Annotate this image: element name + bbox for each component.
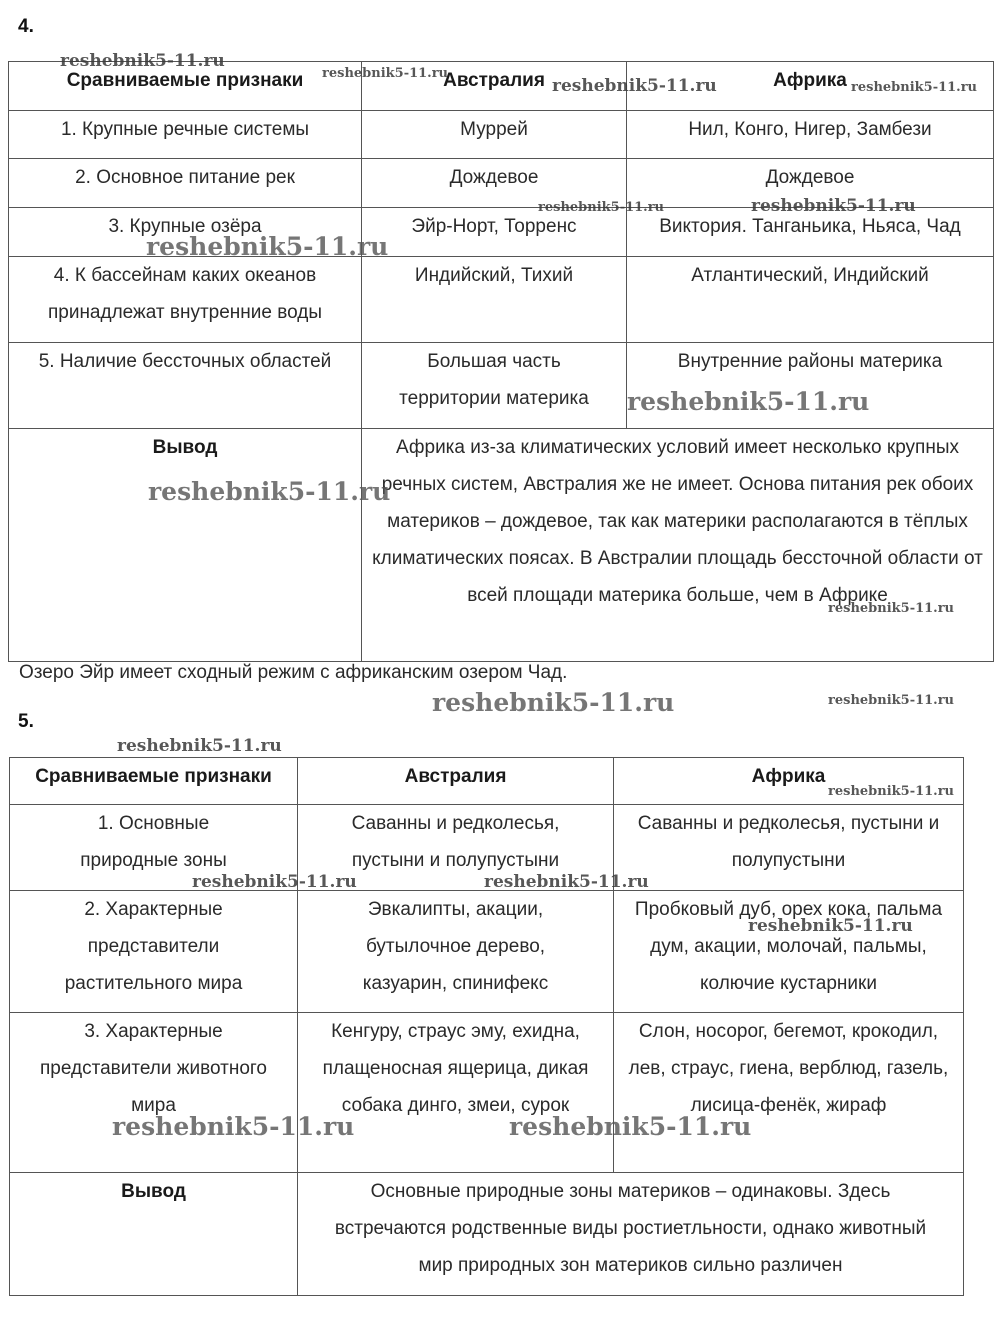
watermark: reshebnik5-11.ru <box>148 477 391 506</box>
watermark: reshebnik5-11.ru <box>509 1112 752 1141</box>
table-row <box>10 891 964 1013</box>
watermark: reshebnik5-11.ru <box>828 693 955 708</box>
watermark: reshebnik5-11.ru <box>432 688 675 717</box>
table-header-row <box>10 758 964 805</box>
watermark: reshebnik5-11.ru <box>112 1112 355 1141</box>
watermark: reshebnik5-11.ru <box>117 736 282 756</box>
watermark: reshebnik5-11.ru <box>828 784 955 799</box>
australia-cell: Эвкалипты, акации, бутылочное дерево, казуарин, спинифекс <box>298 891 614 1013</box>
watermark: reshebnik5-11.ru <box>146 232 389 261</box>
header-africa: Африка <box>627 62 994 111</box>
conclusion-label: Вывод <box>9 429 362 662</box>
table-row <box>9 111 994 159</box>
australia-cell: Индийский, Тихий <box>362 257 627 343</box>
conclusion-text: Основные природные зоны материков – одинаковы. Здесь встречаются родственные виды ростиетльности, однако животный мир природных зон материков сильно различен <box>298 1173 964 1296</box>
feature-cell: 1. Основные природные зоны <box>10 805 298 891</box>
africa-cell: Саванны и редколесья, пустыни и полупустыни <box>614 805 964 891</box>
header-australia: Австралия <box>362 62 627 111</box>
task-4-number: 4. <box>18 16 34 37</box>
watermark: reshebnik5-11.ru <box>751 196 916 216</box>
australia-cell: Эйр-Норт, Торренс <box>362 208 627 257</box>
watermark: reshebnik5-11.ru <box>538 200 665 215</box>
table-row <box>10 1013 964 1173</box>
africa-cell: Виктория. Танганьика, Ньяса, Чад <box>627 208 994 257</box>
australia-cell: Кенгуру, страус эму, ехидна, плащеносная ящерица, дикая собака динго, змеи, сурок <box>298 1013 614 1173</box>
africa-cell: Внутренние районы материка <box>627 343 994 429</box>
africa-cell: Слон, носорог, бегемот, крокодил, лев, страус, гиена, верблюд, газель, лисица-фенёк, жираф <box>614 1013 964 1173</box>
watermark: reshebnik5-11.ru <box>192 872 357 892</box>
australia-cell: Муррей <box>362 111 627 159</box>
task-5-number: 5. <box>18 711 34 732</box>
feature-cell: 1. Крупные речные системы <box>9 111 362 159</box>
conclusion-text: Африка из-за климатических условий имеет несколько крупных речных систем, Австралия же не имеет. Основа питания рек обоих материков – дождевое, так как материки располагаются в тёплых климатических поясах. В Австралии площадь бессточной области от всей площади материка больше, чем в Африке <box>362 429 994 662</box>
header-features: Сравниваемые признаки <box>9 62 362 111</box>
watermark: reshebnik5-11.ru <box>322 66 449 81</box>
header-africa: Африка <box>614 758 964 805</box>
australia-cell: Саванны и редколесья, пустыни и полупустыни <box>298 805 614 891</box>
feature-cell: 4. К бассейнам каких океанов принадлежат внутренние воды <box>9 257 362 343</box>
header-australia: Австралия <box>298 758 614 805</box>
watermark: reshebnik5-11.ru <box>748 916 913 936</box>
africa-cell: Нил, Конго, Нигер, Замбези <box>627 111 994 159</box>
feature-cell: 2. Основное питание рек <box>9 159 362 208</box>
africa-cell: Пробковый дуб, орех кока, пальма дум, акации, молочай, пальмы, колючие кустарники <box>614 891 964 1013</box>
table-row <box>9 257 994 343</box>
task-4-table <box>8 61 994 662</box>
watermark: reshebnik5-11.ru <box>627 387 870 416</box>
watermark: reshebnik5-11.ru <box>851 80 978 95</box>
watermark: reshebnik5-11.ru <box>484 872 649 892</box>
feature-cell: 2. Характерные представители растительного мира <box>10 891 298 1013</box>
feature-cell: 3. Крупные озёра <box>9 208 362 257</box>
conclusion-label: Вывод <box>10 1173 298 1296</box>
watermark: reshebnik5-11.ru <box>552 76 717 96</box>
conclusion-row <box>10 1173 964 1296</box>
task-5-table <box>9 757 964 1296</box>
lake-note: Озеро Эйр имеет сходный режим с африканским озером Чад. <box>19 662 568 683</box>
watermark: reshebnik5-11.ru <box>828 601 955 616</box>
africa-cell: Атлантический, Индийский <box>627 257 994 343</box>
watermark: reshebnik5-11.ru <box>60 51 225 71</box>
conclusion-row <box>9 429 994 662</box>
header-features: Сравниваемые признаки <box>10 758 298 805</box>
australia-cell: Большая часть территории материка <box>362 343 627 429</box>
australia-cell: Дождевое <box>362 159 627 208</box>
feature-cell: 5. Наличие бессточных областей <box>9 343 362 429</box>
feature-cell: 3. Характерные представители животного мира <box>10 1013 298 1173</box>
africa-cell: Дождевое <box>627 159 994 208</box>
